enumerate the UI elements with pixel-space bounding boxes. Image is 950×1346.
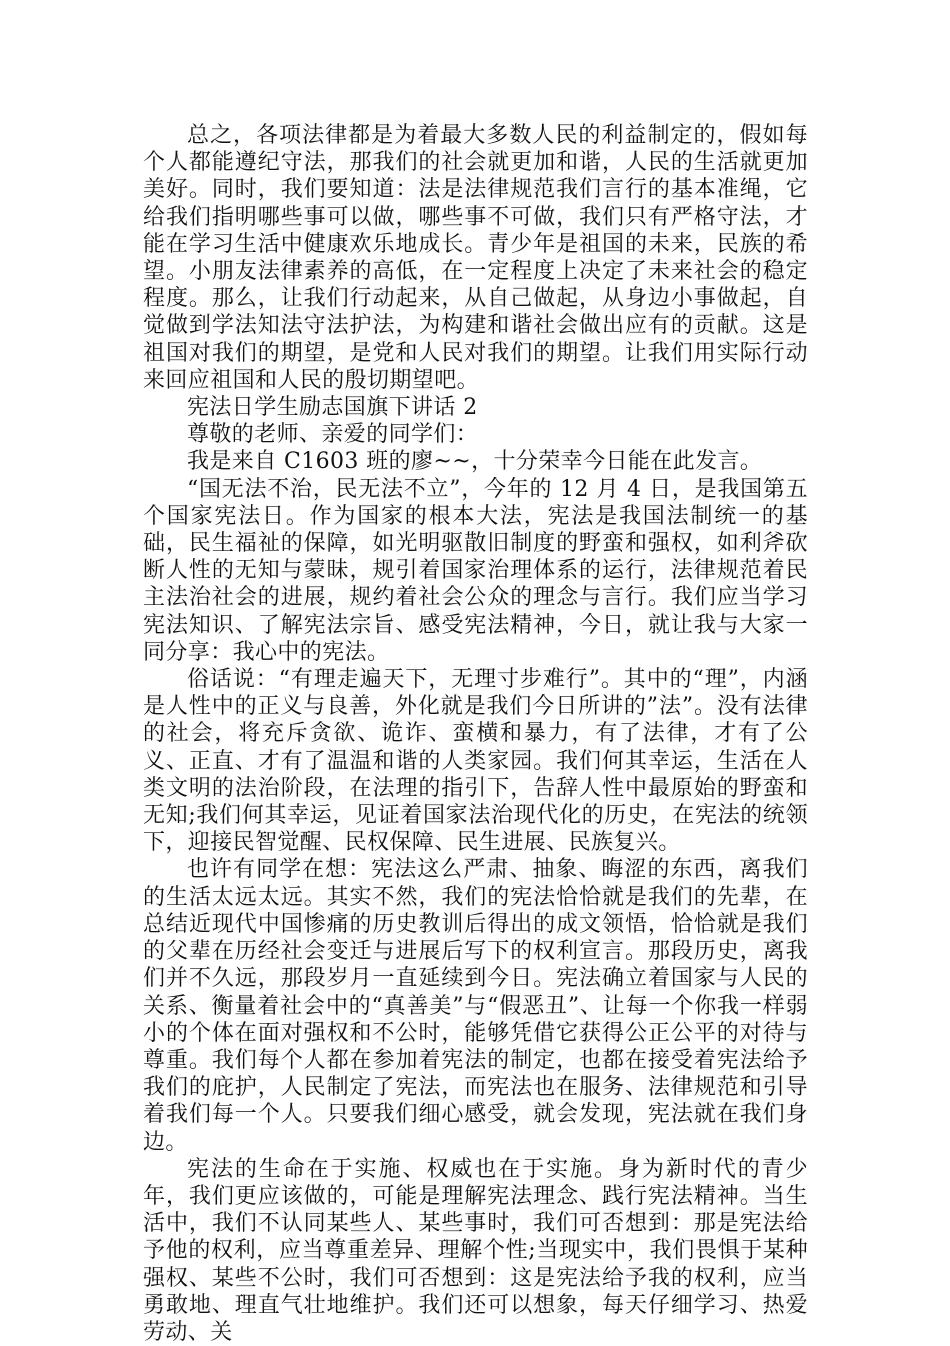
paragraph-saying: 俗话说：“有理走遍天下，无理寸步难行”。其中的“理”，内涵是人性中的正义与良善，外化就是我们今日所讲的”法”。没有法律的社会，将充斥贪欲、诡诈、蛮横和暴力，有了法律，才有了公义、正直、才有了温温和谐的人类家园。我们何其幸运，生活在人类文明的法治阶段，在法理的指引下，告辞人性中最原始的野蛮和无知;我们何其幸运，见证着国家法治现代化的历史，在宪法的统领下，迎接民智觉醒、民权保障、民生进展、民族复兴。: [143, 667, 808, 856]
self-introduction: 我是来自 C1603 班的廖~~，十分荣幸今日能在此发言。: [187, 449, 763, 475]
paragraph-conclusion: 总之，各项法律都是为着最大多数人民的利益制定的，假如每个人都能遵纪守法，那我们的社会就更加和谐，人民的生活就更加美好。同时，我们要知道：法是法律规范我们言行的基本准绳，它给我们指明哪些事可以做，哪些事不可做，我们只有严格守法，才能在学习生活中健康欢乐地成长。青少年是祖国的未来，民族的希望。小朋友法律素养的高低，在一定程度上决定了未来社会的稳定程度。那么，让我们行动起来，从自己做起，从身边小事做起，自觉做到学法知法守法护法，为构建和谐社会做出应有的贡献。这是祖国对我们的期望，是党和人民对我们的期望。让我们用实际行动来回应祖国和人民的殷切期望吧。: [143, 123, 808, 393]
paragraph-constitution-nearby: 也许有同学在想：宪法这么严肃、抽象、晦涩的东西，离我们的生活太远太远。其实不然，我们的宪法恰恰就是我们的先辈，在总结近现代中国惨痛的历史教训后得出的成文领悟，恰恰就是我们的父辈在历经社会变迁与进展后写下的权利宣言。那段历史，离我们并不久远，那段岁月一直延续到今日。宪法确立着国家与人民的关系、衡量着社会中的“真善美”与“假恶丑”、让每一个你我一样弱小的个体在面对强权和不公时，能够凭借它获得公正公平的对待与尊重。我们每个人都在参加着宪法的制定，也都在接受着宪法给予我们的庇护，人民制定了宪法，而宪法也在服务、法律规范和引导着我们每一个人。只要我们细心感受，就会发现，宪法就在我们身边。: [143, 857, 808, 1155]
paragraph-implementation: 宪法的生命在于实施、权威也在于实施。身为新时代的青少年，我们更应该做的，可能是理解宪法理念、践行宪法精神。当生活中，我们不认同某些人、某些事时，我们可否想到：那是宪法给予他的权利，应当尊重差异、理解个性;当现实中，我们畏惧于某种强权、某些不公时，我们可否想到：这是宪法给予我的权利，应当勇敢地、理直气壮地维护。我们还可以想象，每天仔细学习、热爱劳动、关: [143, 1156, 808, 1345]
paragraph-constitution-day: “国无法不治，民无法不立”，今年的 12 月 4 日，是我国第五个国家宪法日。作为国家的根本大法，宪法是我国法制统一的基础，民生福祉的保障，如光明驱散旧制度的野蛮和强权，如利斧砍断人性的无知与蒙昧，规引着国家治理体系的运行，法律规范着民主法治社会的进展，规约着社会公众的理念与言行。我们应当学习宪法知识、了解宪法宗旨、感受宪法精神，今日，就让我与大家一同分享：我心中的宪法。: [143, 476, 808, 665]
document-body: [143, 122, 808, 1346]
speech-title: 宪法日学生励志国旗下讲话 2: [187, 395, 478, 421]
salutation: 尊敬的老师、亲爱的同学们：: [187, 422, 479, 448]
